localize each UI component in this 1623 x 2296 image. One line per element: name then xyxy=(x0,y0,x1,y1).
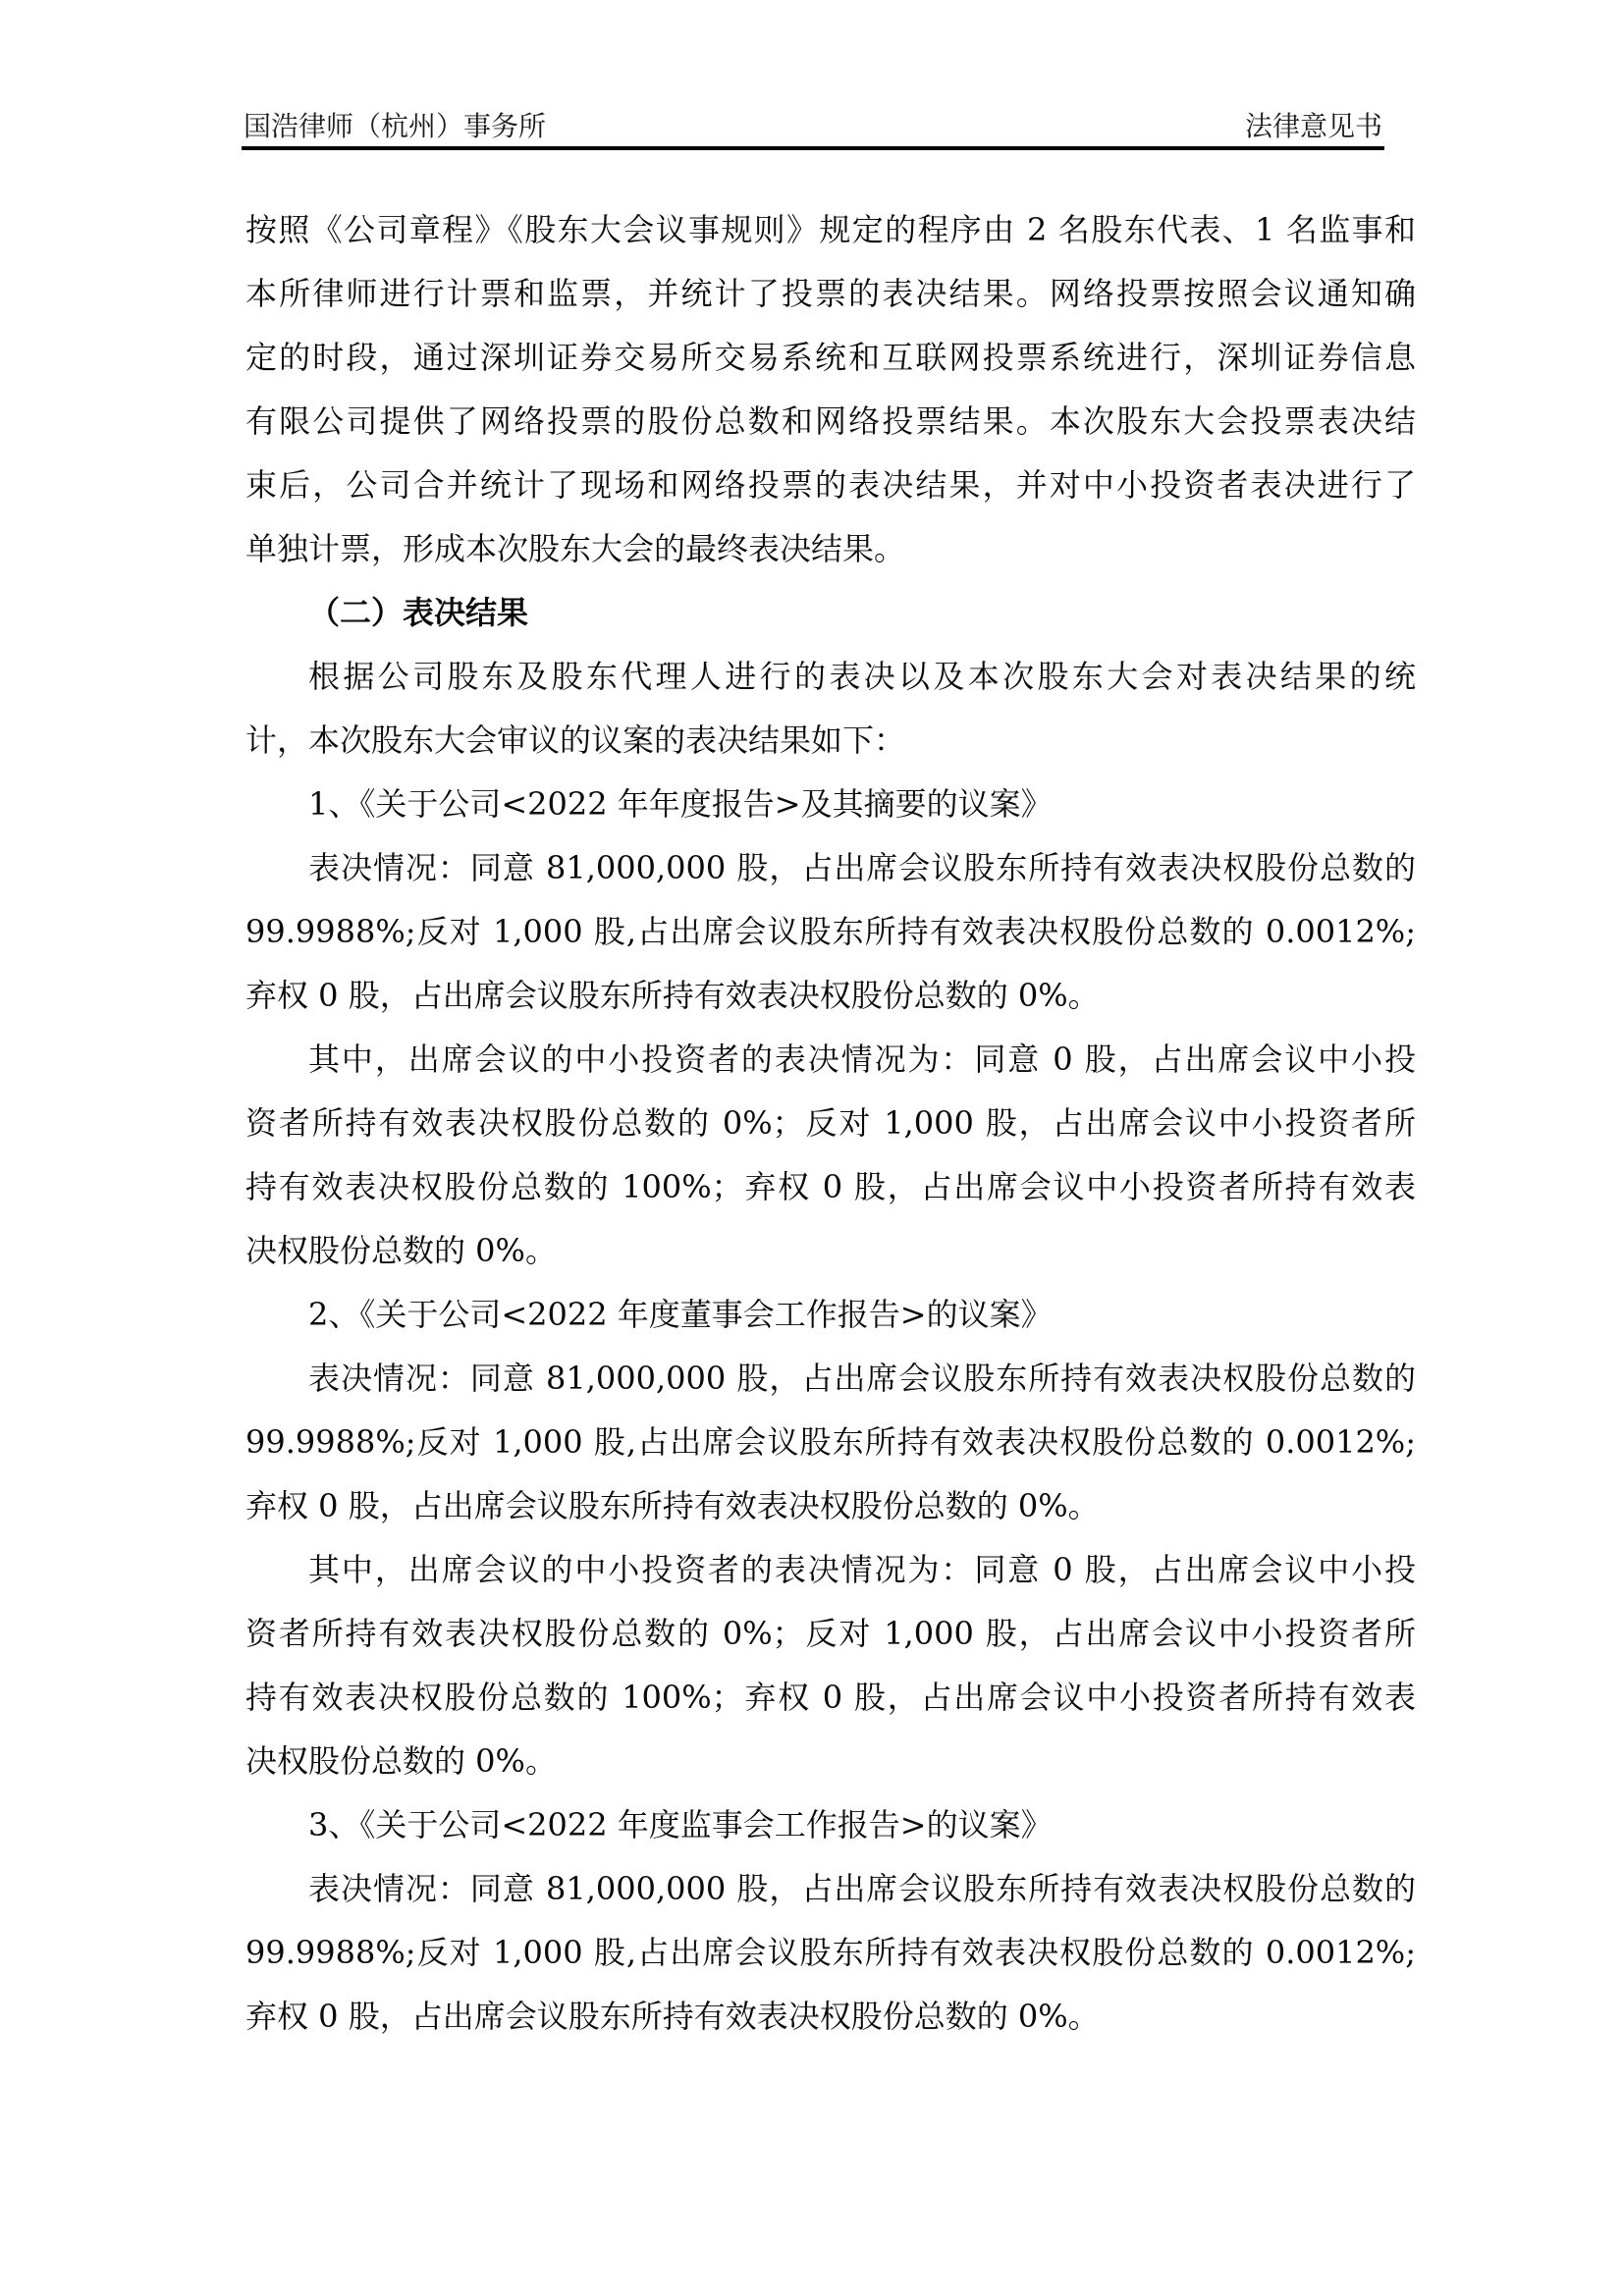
proposal-1-title: 1、《关于公司<2022 年年度报告>及其摘要的议案》 xyxy=(308,785,1053,823)
header-doc-label: 法律意见书 xyxy=(1244,110,1382,142)
summary-line-1: 根据公司股东及股东代理人进行的表决以及本次股东大会对表决结果的统 xyxy=(308,658,1416,695)
proposal-2-minority-line-3: 持有效表决权股份总数的 100%；弃权 0 股，占出席会议中小投资者所持有效表 xyxy=(245,1679,1416,1716)
proposal-2-minority-line-1: 其中，出席会议的中小投资者的表决情况为：同意 0 股，占出席会议中小投 xyxy=(308,1551,1416,1588)
document-body xyxy=(245,198,1416,2049)
proposal-1-minority-line-3: 持有效表决权股份总数的 100%；弃权 0 股，占出席会议中小投资者所持有效表 xyxy=(245,1168,1416,1205)
proposal-2-minority-line-4: 决权股份总数的 0%。 xyxy=(245,1742,557,1780)
summary-line-2: 计，本次股东大会审议的议案的表决结果如下： xyxy=(245,721,906,759)
proposal-3-title: 3、《关于公司<2022 年度监事会工作报告>的议案》 xyxy=(308,1806,1053,1843)
intro-line-2: 本所律师进行计票和监票，并统计了投票的表决结果。网络投票按照会议通知确 xyxy=(245,275,1416,312)
proposal-1-vote-line-3: 弃权 0 股，占出席会议股东所持有效表决权股份总数的 0%。 xyxy=(245,977,1100,1014)
proposal-2-vote-line-2: 99.9988%;反对 1,000 股,占出席会议股东所持有效表决权股份总数的 0.0012%; xyxy=(245,1423,1416,1461)
intro-line-1: 按照《公司章程》《股东大会议事规则》规定的程序由 2 名股东代表、1 名监事和 xyxy=(245,211,1416,248)
proposal-3-vote-line-3: 弃权 0 股，占出席会议股东所持有效表决权股份总数的 0%。 xyxy=(245,1998,1100,2035)
intro-line-3: 定的时段，通过深圳证券交易所交易系统和互联网投票系统进行，深圳证券信息 xyxy=(245,339,1416,376)
proposal-3-vote-line-2: 99.9988%;反对 1,000 股,占出席会议股东所持有效表决权股份总数的 0.0012%; xyxy=(245,1934,1416,1971)
proposal-2-minority-line-2: 资者所持有效表决权股份总数的 0%；反对 1,000 股，占出席会议中小投资者所 xyxy=(245,1615,1416,1652)
proposal-2-vote-line-3: 弃权 0 股，占出席会议股东所持有效表决权股份总数的 0%。 xyxy=(245,1487,1100,1524)
header-rule xyxy=(242,146,1384,150)
proposal-2-vote-line-1: 表决情况：同意 81,000,000 股，占出席会议股东所持有效表决权股份总数的 xyxy=(308,1360,1416,1397)
intro-line-6: 单独计票，形成本次股东大会的最终表决结果。 xyxy=(245,530,906,567)
proposal-1-minority-line-4: 决权股份总数的 0%。 xyxy=(245,1232,557,1269)
proposal-1-vote-line-1: 表决情况：同意 81,000,000 股，占出席会议股东所持有效表决权股份总数的 xyxy=(308,849,1416,886)
section-heading: （二）表决结果 xyxy=(308,594,529,631)
header-firm-name: 国浩律师（杭州）事务所 xyxy=(243,110,547,142)
proposal-2-title: 2、《关于公司<2022 年度董事会工作报告>的议案》 xyxy=(308,1296,1053,1333)
intro-line-5: 束后，公司合并统计了现场和网络投票的表决结果，并对中小投资者表决进行了 xyxy=(245,466,1416,504)
intro-line-4: 有限公司提供了网络投票的股份总数和网络投票结果。本次股东大会投票表决结 xyxy=(245,402,1416,440)
page-header xyxy=(243,108,1382,145)
proposal-3-vote-line-1: 表决情况：同意 81,000,000 股，占出席会议股东所持有效表决权股份总数的 xyxy=(308,1870,1416,1907)
proposal-1-minority-line-1: 其中，出席会议的中小投资者的表决情况为：同意 0 股，占出席会议中小投 xyxy=(308,1041,1416,1078)
proposal-1-minority-line-2: 资者所持有效表决权股份总数的 0%；反对 1,000 股，占出席会议中小投资者所 xyxy=(245,1104,1416,1142)
proposal-1-vote-line-2: 99.9988%;反对 1,000 股,占出席会议股东所持有效表决权股份总数的 0.0012%; xyxy=(245,913,1416,950)
